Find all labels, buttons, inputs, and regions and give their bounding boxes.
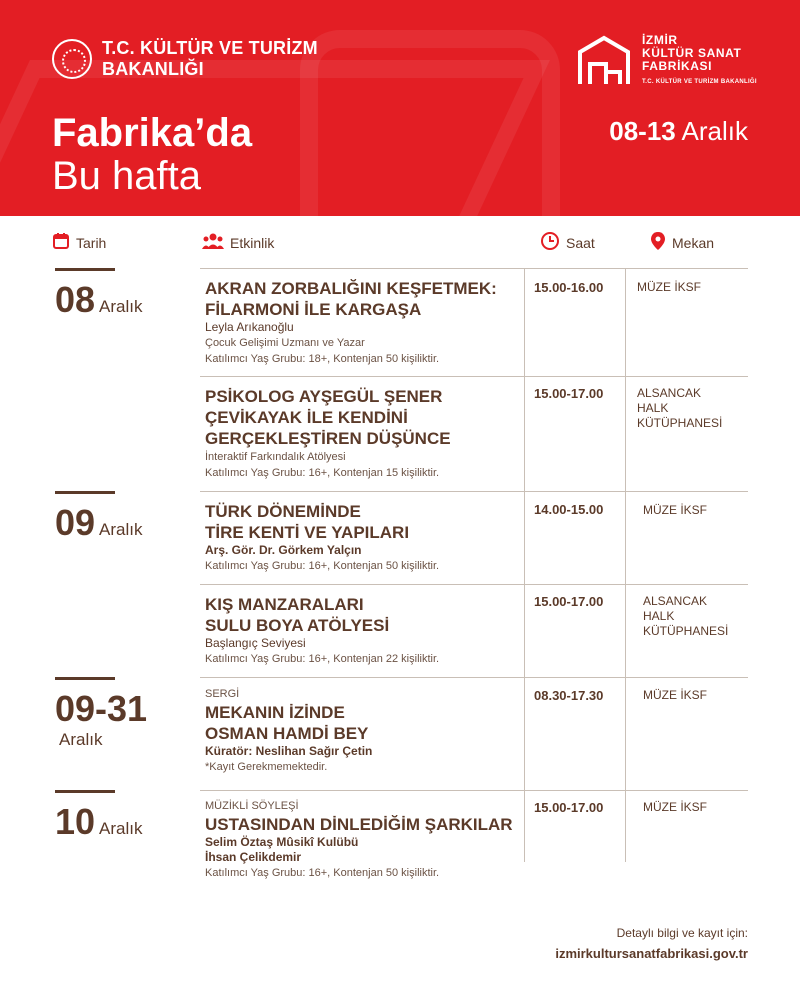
column-header-time [540,226,595,260]
event-person: Küratör: Neslihan Sağır Çetin [205,744,373,758]
event-info: Katılımcı Yaş Grubu: 16+, Kontenjan 22 kişiliktir. [205,653,440,665]
row-divider [200,491,748,492]
page-title [52,112,252,198]
event-info: Çocuk Gelişimi Uzmanı ve Yazar [205,337,365,349]
event-category: SERGİ [205,688,240,700]
venue-line: ALSANCAK [643,594,708,608]
date-range-month: Aralık [681,116,748,146]
event-title: TİRE KENTİ VE YAPILARI [205,523,410,542]
date-day: 08 [55,279,96,320]
event-info: İnteraktif Farkındalık Atölyesi [205,451,346,463]
venue-line: ALSANCAK [637,386,702,400]
title-line1: Fabrika’da [52,111,253,155]
ministry-name-line1: T.C. KÜLTÜR VE TURİZM [102,38,318,58]
row-divider [200,376,748,377]
event-person: Arş. Gör. Dr. Görkem Yalçın [205,543,362,557]
event-subtitle: Başlangıç Seviyesi [205,636,306,650]
event-item [205,501,523,574]
date-bar [55,790,115,793]
date-day: 09 [55,502,96,543]
ministry-name-line2: BAKANLIĞI [102,59,204,79]
event-title: GERÇEKLEŞTİREN DÜŞÜNCE [205,429,451,448]
header-banner [0,0,800,216]
event-person: Leyla Arıkanoğlu [205,320,294,334]
factory-subtitle: T.C. KÜLTÜR VE TURİZM BAKANLIĞI [642,79,757,85]
date-month: Aralık [99,297,143,316]
people-icon [202,232,224,255]
column-label-time: Saat [566,235,595,251]
date-block [55,491,143,544]
event-title: TÜRK DÖNEMİNDE [205,502,361,521]
event-time: 15.00-17.00 [534,386,604,401]
event-info: Katılımcı Yaş Grubu: 16+, Kontenjan 50 kişiliktir. [205,560,440,572]
row-divider [200,268,748,269]
event-time: 08.30-17.30 [534,688,604,703]
row-divider [200,677,748,678]
date-month: Aralık [99,819,143,838]
calendar-icon [52,232,70,255]
event-item [205,594,523,667]
event-title: ÇEVİKAYAK İLE KENDİNİ [205,408,408,427]
footer [555,926,748,961]
week-date-range [609,116,748,147]
event-title: FİLARMONİ İLE KARGAŞA [205,300,422,319]
date-bar [55,677,115,680]
event-info: Katılımcı Yaş Grubu: 16+, Kontenjan 15 kişiliktir. [205,467,440,479]
column-label-date: Tarih [76,235,107,251]
event-title: MEKANIN İZİNDE [205,703,345,722]
column-header-date [52,226,106,260]
event-person: İhsan Çelikdemir [205,850,302,864]
column-divider [625,268,626,862]
event-item [205,278,523,367]
venue-line: KÜTÜPHANESİ [643,624,729,638]
venue-line: HALK [637,401,669,415]
event-title: KIŞ MANZARALARI [205,595,364,614]
event-time: 15.00-17.00 [534,594,604,609]
date-month: Aralık [59,730,103,749]
date-month: Aralık [99,520,143,539]
event-venue: MÜZE İKSF [643,503,708,517]
date-block [55,268,143,321]
event-title: AKRAN ZORBALIĞINI KEŞFETMEK: [205,279,497,298]
event-title: USTASINDAN DİNLEDİĞİM ŞARKILAR [205,815,513,834]
ministry-seal-icon [52,39,92,79]
row-divider [200,584,748,585]
event-info: Katılımcı Yaş Grubu: 16+, Kontenjan 50 kişiliktir. [205,867,440,879]
event-time: 15.00-16.00 [534,280,604,295]
website-link[interactable]: izmirkultursanatfabrikasi.gov.tr [555,946,748,961]
event-category: MÜZİKLİ SÖYLEŞİ [205,800,299,812]
event-info: *Kayıt Gerekmemektedir. [205,761,328,773]
date-range-days: 08-13 [609,116,676,146]
factory-name-line1: İZMİR [642,33,678,47]
event-venue [643,594,728,639]
factory-name-line3: FABRİKASI [642,59,713,73]
decorative-shape [300,30,560,216]
event-title: PSİKOLOG AYŞEGÜL ŞENER [205,387,443,406]
column-label-venue: Mekan [672,235,715,251]
event-item [205,688,523,775]
event-person: Selim Öztaş Mûsikî Kulübü [205,835,359,849]
column-divider [524,268,525,862]
location-pin-icon [650,231,666,256]
event-item [205,386,523,481]
date-block [55,790,143,843]
event-venue: MÜZE İKSF [643,688,708,702]
clock-icon [540,231,560,256]
date-block [55,677,147,750]
title-line2: Bu hafta [52,154,202,198]
event-title: SULU BOYA ATÖLYESİ [205,616,390,635]
factory-building-icon [576,34,632,86]
venue-line: KÜTÜPHANESİ [637,416,723,430]
event-venue: MÜZE İKSF [643,800,708,814]
event-venue: MÜZE İKSF [637,280,702,294]
event-time: 15.00-17.00 [534,800,604,815]
venue-line: HALK [643,609,675,623]
factory-logo [576,34,757,89]
ministry-logo [52,38,318,80]
date-bar [55,268,115,271]
column-header-event [202,226,274,260]
event-title: OSMAN HAMDİ BEY [205,724,369,743]
date-bar [55,491,115,494]
event-venue [637,386,722,431]
footer-info-text: Detaylı bilgi ve kayıt için: [616,926,748,940]
event-time: 14.00-15.00 [534,502,604,517]
date-day: 10 [55,801,96,842]
factory-name-line2: KÜLTÜR SANAT [642,46,742,60]
event-info: Katılımcı Yaş Grubu: 18+, Kontenjan 50 kişiliktir. [205,353,440,365]
date-day: 09-31 [55,688,148,729]
event-item [205,800,523,881]
row-divider [200,790,748,791]
column-label-event: Etkinlik [230,235,275,251]
column-header-venue [650,226,714,260]
